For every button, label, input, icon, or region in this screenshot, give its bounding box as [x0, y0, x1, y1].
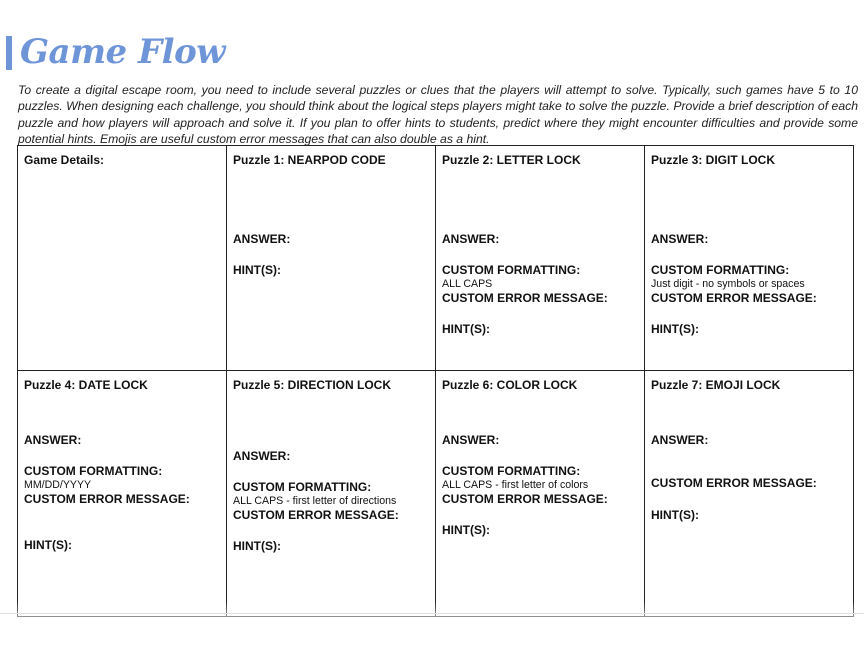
puzzle-5-answer-label: ANSWER: — [233, 448, 291, 463]
puzzle-4-title: Puzzle 4: DATE LOCK — [24, 378, 148, 392]
puzzle-4-formatting-value: MM/DD/YYYY — [24, 478, 92, 491]
puzzle-4-answer-label: ANSWER: — [24, 432, 82, 447]
puzzle-2-answer-label: ANSWER: — [442, 231, 500, 246]
puzzle-6-cell[interactable] — [436, 371, 645, 617]
puzzle-4-formatting-label: CUSTOM FORMATTING: — [24, 464, 163, 479]
table-row — [18, 371, 854, 617]
puzzle-6-title: Puzzle 6: COLOR LOCK — [442, 378, 578, 392]
puzzle-2-formatting-value: ALL CAPS — [442, 277, 493, 290]
puzzle-7-error-label: CUSTOM ERROR MESSAGE: — [651, 476, 817, 491]
puzzle-3-hints-label: HINT(S): — [651, 322, 699, 337]
page-bottom-fade — [0, 600, 864, 648]
puzzle-5-cell[interactable] — [227, 371, 436, 617]
puzzle-6-formatting-value: ALL CAPS - first letter of colors — [442, 478, 589, 491]
puzzle-3-cell[interactable] — [645, 146, 854, 371]
puzzle-6-error-label: CUSTOM ERROR MESSAGE: — [442, 491, 608, 506]
puzzle-6-hints-label: HINT(S): — [442, 523, 490, 538]
page-edge-line — [0, 613, 864, 614]
puzzle-2-hints-label: HINT(S): — [442, 322, 490, 337]
puzzle-5-formatting-value: ALL CAPS - first letter of directions — [233, 494, 397, 507]
puzzle-3-error-label: CUSTOM ERROR MESSAGE: — [651, 290, 817, 305]
puzzle-5-error-label: CUSTOM ERROR MESSAGE: — [233, 507, 399, 522]
game-details-heading: Game Details: — [24, 153, 105, 167]
game-details-cell[interactable] — [18, 146, 227, 371]
puzzle-6-formatting-label: CUSTOM FORMATTING: — [442, 464, 581, 479]
puzzle-5-formatting-label: CUSTOM FORMATTING: — [233, 480, 372, 495]
puzzle-4-cell[interactable] — [18, 371, 227, 617]
puzzle-3-title: Puzzle 3: DIGIT LOCK — [651, 153, 776, 167]
puzzle-1-answer-label: ANSWER: — [233, 231, 291, 246]
game-flow-table — [17, 145, 854, 617]
puzzle-7-answer-label: ANSWER: — [651, 432, 709, 447]
puzzle-2-cell[interactable] — [436, 146, 645, 371]
puzzle-3-answer-label: ANSWER: — [651, 231, 709, 246]
intro-paragraph: To create a digital escape room, you need to include several puzzles or clues that the players will attempt to solve. Typically, such games have 5 to 10 puzzles. When designing each challenge, you should think about the logical steps players might take to solve the puzzle. Provide a brief description of each puzzle and how players will approach and solve it. If you plan to offer hints to students, predict where they might encounter difficulties and provide some potential hints. Emojis are useful custom error messages that can also double as a hint. — [18, 83, 858, 147]
puzzle-2-formatting-label: CUSTOM FORMATTING: — [442, 263, 581, 278]
puzzle-7-title: Puzzle 7: EMOJI LOCK — [651, 378, 781, 392]
puzzle-7-hints-label: HINT(S): — [651, 507, 699, 522]
title-accent-bar — [6, 36, 12, 70]
puzzle-2-title: Puzzle 2: LETTER LOCK — [442, 153, 581, 167]
puzzle-6-answer-label: ANSWER: — [442, 432, 500, 447]
puzzle-5-title: Puzzle 5: DIRECTION LOCK — [233, 378, 392, 392]
puzzle-3-formatting-value: Just digit - no symbols or spaces — [651, 277, 805, 290]
table-row — [18, 146, 854, 371]
puzzle-7-cell[interactable] — [645, 371, 854, 617]
puzzle-1-title: Puzzle 1: NEARPOD CODE — [233, 153, 386, 167]
puzzle-5-hints-label: HINT(S): — [233, 539, 281, 554]
puzzle-4-hints-label: HINT(S): — [24, 538, 72, 553]
puzzle-1-cell[interactable] — [227, 146, 436, 371]
puzzle-2-error-label: CUSTOM ERROR MESSAGE: — [442, 290, 608, 305]
puzzle-3-formatting-label: CUSTOM FORMATTING: — [651, 263, 790, 278]
puzzle-4-error-label: CUSTOM ERROR MESSAGE: — [24, 491, 190, 506]
page-title: Game Flow — [20, 32, 226, 72]
puzzle-1-hints-label: HINT(S): — [233, 263, 281, 278]
